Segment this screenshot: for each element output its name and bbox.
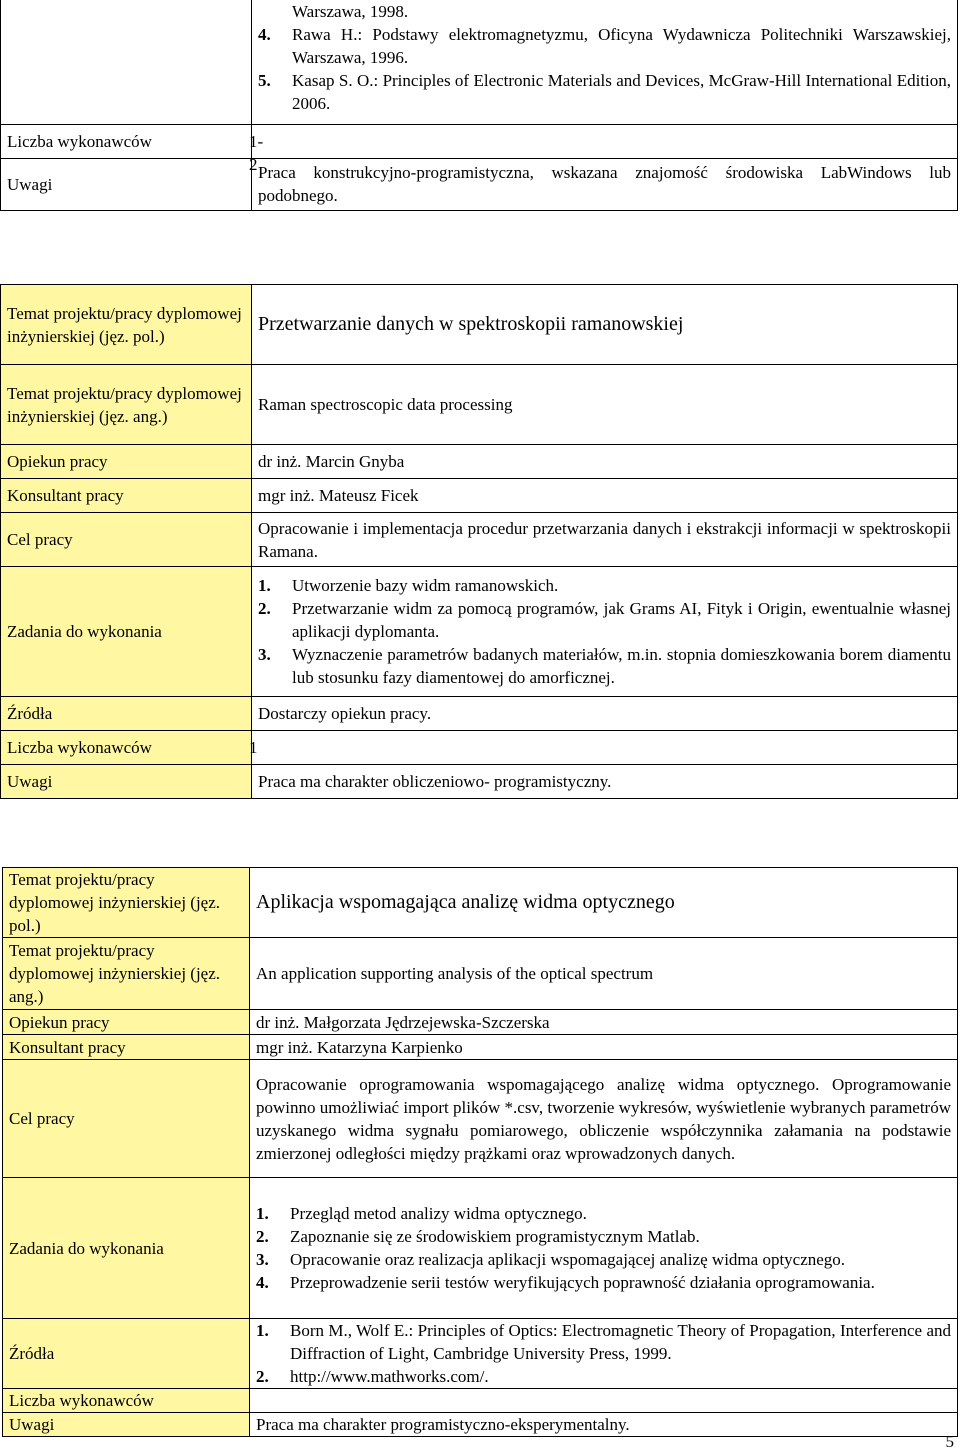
list-item [258,23,951,69]
tasks-label: Zadania do wykonania [1,567,252,697]
topic-en-label: Temat projektu/pracy dyplomowej inżynierskiej (jęz. ang.) [1,365,252,445]
topic-pl-value: Aplikacja wspomagająca analizę widma optycznego [250,868,958,938]
team-size-label: Liczba wykonawców [7,738,152,757]
sources-cell [252,0,958,124]
list-item-number [258,0,292,23]
sources-value: Dostarczy opiekun pracy. [252,697,958,731]
list-item [256,1365,951,1388]
team-size-label: Liczba wykonawców [3,1389,250,1413]
team-size-value [250,1389,958,1413]
sources-list [256,1319,951,1388]
project-1-table [0,284,958,799]
supervisor-value: dr inż. Marcin Gnyba [252,445,958,479]
list-item-text: Rawa H.: Podstawy elektromagnetyzmu, Oficyna Wydawnicza Politechniki Warszawskiej, Warszawa, 1996. [292,25,951,67]
remarks-value: Praca ma charakter obliczeniowo- programistyczny. [252,765,958,799]
remarks-value: Praca konstrukcyjno-programistyczna, wskazana znajomość środowiska LabWindows lub podobnego. [252,158,958,210]
topic-en-value: An application supporting analysis of the optical spectrum [250,938,958,1010]
empty-label-cell [1,0,252,124]
tasks-label: Zadania do wykonania [3,1178,250,1319]
list-item [258,574,951,597]
project-2-table [2,867,958,1437]
list-item-text: Przeprowadzenie serii testów weryfikujących poprawność działania oprogramowania. [290,1273,875,1292]
sources-list [258,0,951,115]
topic-pl-label: Temat projektu/pracy dyplomowej inżynierskiej (jęz. pol.) [1,285,252,365]
list-item-number: 4. [258,25,271,44]
list-item-text: Wyznaczenie parametrów badanych materiałów, m.in. stopnia domieszkowania borem diamentu lub stosunku fazy diamentowej do amorficznej. [292,645,951,687]
goal-label: Cel pracy [3,1060,250,1178]
consultant-value: mgr inż. Mateusz Ficek [252,479,958,513]
list-item [256,1271,951,1294]
team-size-value: 1 [249,738,258,757]
tasks-cell [250,1178,958,1319]
remarks-label-cell [1,158,252,210]
supervisor-label: Opiekun pracy [3,1010,250,1035]
supervisor-label: Opiekun pracy [1,445,252,479]
team-size-value-cell [252,124,958,158]
tasks-list [256,1202,951,1294]
list-item-text: Przegląd metod analizy widma optycznego. [290,1204,587,1223]
tasks-cell [252,567,958,697]
page-number: 5 [945,1432,954,1451]
list-item-text: http://www.mathworks.com/. [290,1367,489,1386]
goal-value: Opracowanie i implementacja procedur przetwarzania danych i ekstrakcji informacji w spektroskopii Ramana. [252,513,958,567]
team-size-label-cell [1,124,264,174]
list-item-text: Przetwarzanie widm za pomocą programów, jak Grams AI, Fityk i Origin, ewentualnie własnej aplikacji dyplomanta. [292,599,951,641]
consultant-label: Konsultant pracy [1,479,252,513]
list-item-text: Born M., Wolf E.: Principles of Optics: Electromagnetic Theory of Propagation, Interference and Diffraction of Light, Cambridge University Press, 1999. [290,1321,951,1363]
list-item [256,1319,951,1365]
team-size-value: 1-2 [249,131,264,174]
list-item [258,0,951,23]
list-item [256,1202,951,1225]
team-size-label: Liczba wykonawców [7,131,152,151]
remarks-label: Uwagi [7,174,53,194]
remarks-label: Uwagi [3,1413,250,1437]
remarks-value: Praca ma charakter programistyczno-eksperymentalny. [250,1413,958,1437]
remarks-label: Uwagi [1,765,252,799]
list-item [256,1225,951,1248]
consultant-label: Konsultant pracy [3,1035,250,1060]
list-item-text: Kasap S. O.: Principles of Electronic Materials and Devices, McGraw-Hill International Edition, 2006. [292,71,951,113]
list-item [258,597,951,643]
supervisor-value: dr inż. Małgorzata Jędrzejewska-Szczerska [250,1010,958,1035]
consultant-value: mgr inż. Katarzyna Karpienko [250,1035,958,1060]
topic-pl-label: Temat projektu/pracy dyplomowej inżynierskiej (jęz. pol.) [3,868,250,938]
list-item-number: 1. [256,1204,269,1223]
list-item-number: 3. [258,645,271,664]
sources-label: Źródła [3,1319,250,1389]
list-item-text: Warszawa, 1998. [292,2,409,21]
topic-en-label: Temat projektu/pracy dyplomowej inżynierskiej (jęz. ang.) [3,938,250,1010]
sources-label: Źródła [1,697,252,731]
team-size-value-cell [252,731,958,765]
list-item-text: Zapoznanie się ze środowiskiem programistycznym Matlab. [290,1227,700,1246]
previous-project-table [0,0,958,211]
list-item [256,1248,951,1271]
topic-pl-value: Przetwarzanie danych w spektroskopii ramanowskiej [252,285,958,365]
team-size-label-cell [1,731,258,765]
goal-label: Cel pracy [1,513,252,567]
list-item [258,643,951,689]
list-item-number: 1. [256,1321,269,1340]
tasks-list [258,574,951,689]
sources-cell [250,1319,958,1389]
topic-en-value: Raman spectroscopic data processing [252,365,958,445]
list-item [258,69,951,115]
list-item-number: 2. [256,1227,269,1246]
list-item-number: 4. [256,1273,269,1292]
list-item-number: 5. [258,71,271,90]
list-item-number: 2. [258,599,271,618]
list-item-number: 2. [256,1367,269,1386]
list-item-text: Opracowanie oraz realizacja aplikacji wspomagającej analizę widma optycznego. [290,1250,846,1269]
goal-value: Opracowanie oprogramowania wspomagającego analizę widma optycznego. Oprogramowanie powinno umożliwiać import plików *.csv, tworzenie wykresów, wyświetlenie wybranych parametrów uzyskanego widma sygnału pomiarowego, obliczenie współczynnika załamania na podstawie zmierzonej odległości między prążkami oraz wprowadzonych danych. [250,1060,958,1178]
list-item-number: 1. [258,576,271,595]
list-item-number: 3. [256,1250,269,1269]
list-item-text: Utworzenie bazy widm ramanowskich. [292,576,559,595]
